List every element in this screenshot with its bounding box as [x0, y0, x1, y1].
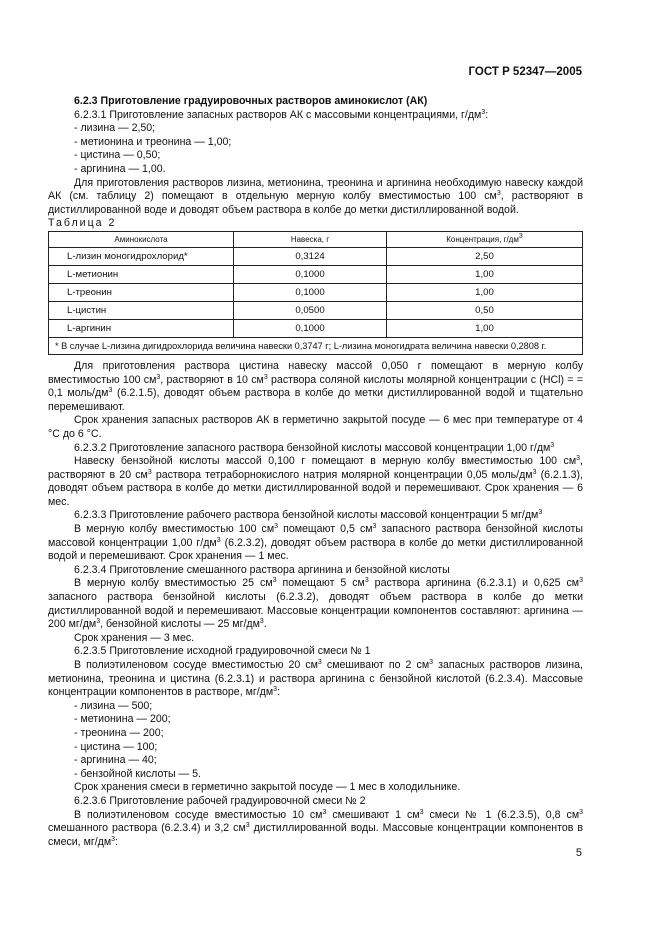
table-cell: 1,00 — [387, 319, 583, 337]
text: : — [115, 835, 118, 848]
list-item: - аргинина — 40; — [74, 754, 157, 767]
table-cell: L-лизин моногидрохлорид* — [49, 247, 234, 265]
page-content — [48, 95, 583, 849]
superscript: 3 — [147, 468, 152, 476]
table-row — [49, 319, 583, 337]
column-header: Навеска, г — [234, 231, 387, 247]
paragraph — [48, 455, 583, 509]
table-cell: 0,0500 — [234, 301, 387, 319]
superscript: 3 — [419, 808, 424, 816]
superscript: 3 — [111, 835, 116, 843]
subsection-heading-6-2-3-6: 6.2.3.6 Приготовление рабочей градуировочной смеси № 2 — [74, 794, 366, 807]
table-row — [49, 283, 583, 301]
table-cell: 0,3124 — [234, 247, 387, 265]
superscript: 3 — [216, 536, 221, 544]
paragraph — [48, 809, 583, 850]
superscript: 3 — [245, 822, 250, 830]
text: (6.2.3.2), доводят объем раствора в колбе до метки дистиллированной водой и перемешивают. Срок хранения — 1 мес. — [48, 536, 583, 563]
table-footnote-row — [49, 337, 583, 354]
paragraph — [48, 523, 583, 564]
table-row — [49, 265, 583, 283]
text: В полиэтиленовом сосуде вместимостью 20 см — [74, 659, 318, 671]
superscript: 3 — [272, 577, 277, 585]
superscript: 3 — [96, 618, 101, 626]
text: раствора соляной кислоты молярной концентрации с (HCl) = = 0,1 моль/дм — [48, 373, 583, 400]
table-cell: L-метионин — [49, 265, 234, 283]
table-row — [49, 301, 583, 319]
subsection-heading-6-2-3-5: 6.2.3.5 Приготовление исходной градуировочной смеси № 1 — [74, 645, 371, 658]
paragraph: Срок хранения — 3 мес. — [74, 631, 195, 644]
text: Навеску бензойной кислоты массой 0,100 г помещают в мерную колбу вместимостью 100 см — [74, 455, 577, 468]
subsection-heading-6-2-3-4: 6.2.3.4 Приготовление смешанного раствора аргинина и бензойной кислоты — [74, 563, 450, 576]
superscript: 3 — [518, 232, 523, 240]
text: раствора тетраборнокислого натрия молярной концентрации 0,05 моль/дм — [151, 468, 533, 481]
superscript: 3 — [372, 523, 377, 531]
text: дистиллированной воды. Массовые концентрации компонентов в смеси, мг/дм — [48, 822, 583, 848]
superscript: 3 — [550, 441, 555, 449]
table-2 — [48, 231, 583, 355]
text: , растворяют в 20 см — [48, 455, 583, 481]
text: 6.2.3.2 Приготовление запасного раствора бензойной кислоты массовой концентрации 1,00 г/дм — [74, 441, 551, 454]
table-footnote: * В случае L-лизина дигидрохлорида величина навески 0,3747 г; L-лизина моногидрата величина навески 0,2808 г. — [49, 337, 583, 354]
text: (6.2.1.3), доводят объем раствора в колбе до метки дистиллированной водой и перемешивают. Срок хранения — 6 мес. — [48, 468, 583, 508]
text: смешанного раствора (6.2.3.4) и 3,2 см — [48, 822, 246, 835]
text: Для приготовления раствора цистина навеску массой 0,050 г помещают в мерную колбу вместимостью 100 см — [48, 359, 583, 386]
paragraph — [48, 177, 583, 218]
superscript: 3 — [274, 523, 279, 531]
text: 6.2.3.1 Приготовление запасных растворов АК с массовыми концентрациями, г/дм — [74, 108, 482, 121]
table-caption: Таблица 2 — [48, 217, 117, 230]
text: . — [263, 618, 267, 631]
table-cell: L-треонин — [49, 283, 234, 301]
table-cell: L-цистин — [49, 301, 234, 319]
superscript: 3 — [481, 108, 486, 116]
superscript: 3 — [429, 659, 434, 666]
paragraph — [48, 360, 583, 414]
text: Концентрация, г/дм — [446, 234, 519, 244]
superscript: 3 — [538, 509, 543, 517]
text: смешивают по 2 см — [321, 659, 430, 671]
text: : — [277, 686, 281, 699]
text: Для приготовления растворов лизина, метионина, треонина и аргинина необходимую навеску каждой АК (см. таблицу 2) помещают в отдельную мерную колбу вместимостью 100 см — [48, 176, 583, 203]
superscript: 3 — [496, 190, 501, 198]
text: , растворяют в 10 см — [160, 373, 264, 386]
list-item: - метионина — 200; — [74, 713, 171, 726]
list-item: - цистина — 100; — [74, 740, 158, 753]
text: запасных растворов лизина, метионина, треонина и цистина (6.2.3.1) и раствора аргинина с бензойной кислотой (6.2.3.4). Массовые концентрации компонентов в растворе, мг/дм — [48, 659, 583, 699]
text: В мерную колбу вместимостью 100 см — [74, 523, 275, 536]
list-item: - лизина — 2,50; — [74, 122, 156, 135]
table-cell: 0,1000 — [234, 283, 387, 301]
superscript: 3 — [263, 373, 268, 381]
superscript: 3 — [532, 468, 537, 476]
text: (6.2.1.5), доводят объем раствора в колбе до метки дистиллированной водой и тщательно перемешивают. — [48, 387, 583, 413]
text: В полиэтиленовом сосуде вместимостью 10 см — [74, 808, 323, 821]
superscript: 3 — [579, 808, 584, 816]
superscript: 3 — [364, 577, 369, 585]
table-cell: 0,50 — [387, 301, 583, 319]
text: : — [485, 108, 489, 121]
column-header — [387, 231, 583, 247]
superscript: 3 — [579, 577, 583, 585]
paragraph: Срок хранения запасных растворов АК в герметично закрытой посуде — 6 мес при температуре от 4 °С до 6 °С. — [48, 414, 583, 440]
table-cell: 2,50 — [387, 247, 583, 265]
superscript: 3 — [259, 618, 264, 626]
column-header: Аминокислота — [49, 231, 234, 247]
text: смеси № 1 (6.2.3.5), 0,8 см — [423, 808, 580, 821]
section-heading-6-2-3: 6.2.3 Приготовление градуировочных растворов аминокислот (АК) — [74, 95, 428, 107]
table-cell: 0,1000 — [234, 319, 387, 337]
list-item: - метионина и треонина — 1,00; — [74, 135, 232, 148]
page-number: 5 — [575, 847, 582, 859]
table-cell: 1,00 — [387, 283, 583, 301]
table-cell: L-аргинин — [49, 319, 234, 337]
list-item: - аргинина — 1,00. — [74, 162, 166, 175]
superscript: 3 — [576, 455, 581, 463]
superscript: 3 — [322, 808, 327, 816]
paragraph — [48, 659, 583, 700]
paragraph: Срок хранения смеси в герметично закрытой посуде — 1 мес в холодильнике. — [74, 781, 461, 794]
list-item: - лизина — 500; — [74, 699, 153, 712]
text: В мерную колбу вместимостью 25 см — [74, 577, 273, 590]
superscript: 3 — [273, 686, 278, 694]
paragraph-6-2-3-1 — [48, 109, 583, 123]
table-cell: 1,00 — [387, 265, 583, 283]
text: помещают 0,5 см — [278, 523, 373, 536]
list-item: - цистина — 0,50; — [74, 149, 161, 162]
document-id: ГОСТ Р 52347—2005 — [468, 66, 582, 78]
text: , растворяют в дистиллированной воде и доводят объем раствора в колбе до метки дистиллированной водой. — [48, 190, 583, 216]
superscript: 3 — [108, 387, 113, 395]
text: раствора аргинина (6.2.3.1) и 0,625 см — [368, 577, 580, 590]
text: 6.2.3.3 Приготовление рабочего раствора бензойной кислоты массовой концентрации 5 мг/дм — [74, 509, 539, 522]
list-item: - треонина — 200; — [74, 726, 164, 739]
table-row — [49, 247, 583, 265]
table-cell: 0,1000 — [234, 265, 387, 283]
list-item: - бензойной кислоты — 5. — [74, 767, 201, 780]
paragraph — [48, 577, 583, 631]
text: , бензойной кислоты — 25 мг/дм — [100, 618, 260, 631]
text: помещают 5 см — [276, 577, 365, 590]
subsection-heading-6-2-3-3 — [48, 509, 583, 523]
subsection-heading-6-2-3-2 — [48, 442, 583, 456]
text: запасного раствора бензойной кислоты массовой концентрации 1,00 г/дм — [48, 523, 583, 549]
table-header-row — [49, 231, 583, 247]
text: запасного раствора бензойной кислоты (6.2.3.2), доводят объем раствора в колбе до метки дистиллированной водой и перемешивают. Массовые концентрации компонентов составляют: аргинина — 200 мг/дм — [48, 591, 583, 631]
superscript: 3 — [156, 373, 161, 381]
superscript: 3 — [317, 659, 322, 666]
text: смешивают 1 см — [326, 808, 420, 821]
